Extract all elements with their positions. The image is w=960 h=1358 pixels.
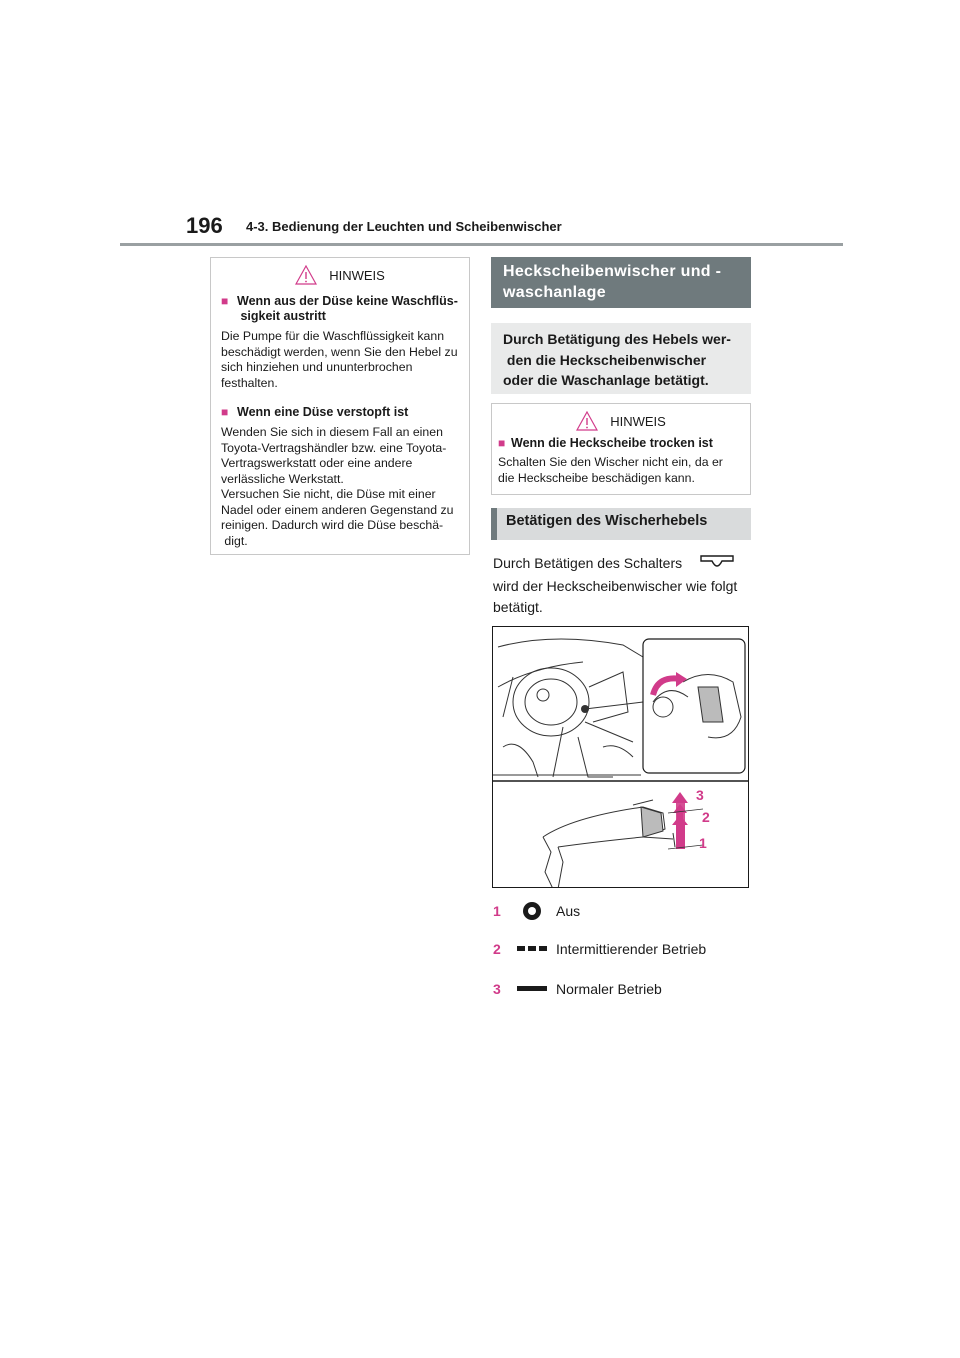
notice-paragraph: Schalten Sie den Wischer nicht ein, da er die Heckscheibe beschädigen kann. [498, 455, 723, 485]
square-bullet-icon: ■ [221, 405, 229, 419]
subsection-title: Betätigen des Wischerhebels [506, 513, 708, 529]
notice-heading [221, 294, 459, 324]
dashed-bar-icon [515, 946, 549, 952]
notice-paragraph: Versuchen Sie nicht, die Düse mit einer Nadel oder einem anderen Gegenstand zu reinigen. Dadurch wird die Düse beschä- digt. [221, 487, 454, 548]
notice-header [211, 260, 469, 290]
section-intro-text: Durch Betätigung des Hebels wer- den die Heckscheibenwischer oder die Waschanlage betätigt. [503, 331, 731, 388]
legend-item-normal [493, 981, 662, 997]
notice-label: HINWEIS [610, 413, 666, 429]
legend-item-off [493, 902, 580, 920]
warning-icon [576, 411, 598, 431]
lever-illustration [492, 626, 749, 888]
rear-wiper-switch-icon [698, 551, 736, 575]
notice-heading [498, 436, 740, 451]
notice-heading-text: Wenn die Heckscheibe trocken ist [511, 436, 713, 450]
legend-number: 2 [493, 941, 501, 957]
body-text-line2: wird der Heckscheibenwischer wie folgt betätigt. [493, 578, 738, 615]
notice-heading [221, 405, 459, 420]
off-circle-icon [515, 902, 549, 920]
section-header [491, 257, 751, 308]
section-intro [491, 323, 751, 394]
legend-label: Intermittierender Betrieb [556, 941, 707, 957]
notice-heading-text: Wenn eine Düse verstopft ist [237, 405, 409, 419]
dashboard-drawing [493, 627, 749, 888]
callout-1: 1 [699, 835, 707, 851]
notice-box-right [491, 403, 751, 495]
section-title: Heckscheibenwischer und -waschanlage [503, 263, 722, 301]
notice-header [492, 406, 750, 436]
legend-number: 1 [493, 903, 501, 919]
square-bullet-icon: ■ [221, 294, 229, 308]
page-number: 196 [186, 213, 223, 238]
notice-heading-text: Wenn aus der Düse keine Waschflüs- sigkeit austritt [237, 294, 458, 323]
legend-label: Aus [556, 903, 581, 919]
notice-paragraph: Wenden Sie sich in diesem Fall an einen Toyota-Vertragshändler bzw. eine Toyota-Vertragswerkstatt oder eine andere verlässliche Werkstatt. [221, 425, 447, 486]
notice-box-left [210, 257, 470, 555]
body-text-line1: Durch Betätigen des Schalters [493, 555, 683, 571]
notice-label: HINWEIS [329, 267, 385, 283]
square-bullet-icon: ■ [498, 436, 506, 450]
legend-label: Normaler Betrieb [556, 981, 662, 997]
chapter-title: 4-3. Bedienung der Leuchten und Scheibenwischer [246, 219, 562, 234]
header-divider [120, 243, 843, 246]
notice-paragraph: Die Pumpe für die Waschflüssigkeit kann beschädigt werden, wenn Sie den Hebel zu sich hinziehen und ununterbrochen festhalten. [221, 329, 458, 390]
callout-3: 3 [696, 787, 704, 803]
legend-number: 3 [493, 981, 501, 997]
warning-icon [295, 265, 317, 285]
solid-bar-icon [515, 986, 549, 992]
callout-2: 2 [702, 809, 710, 825]
legend-item-intermittent [493, 941, 706, 957]
subsection-header [491, 508, 751, 540]
